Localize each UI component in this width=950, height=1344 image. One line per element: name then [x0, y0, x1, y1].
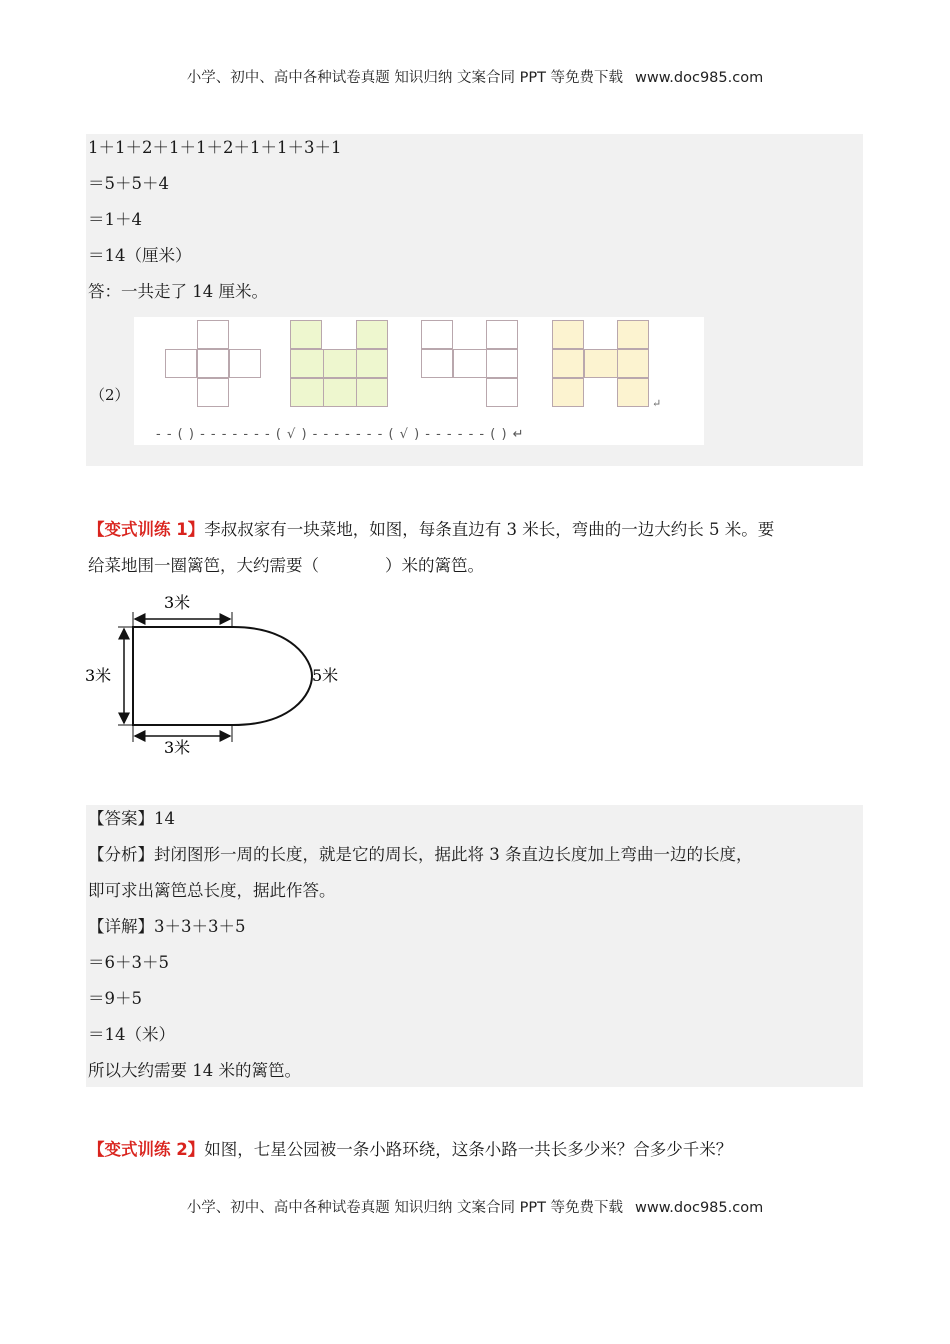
analysis-line: 即可求出篱笆总长度，据此作答。	[88, 881, 336, 900]
left-side-label: 3米	[85, 666, 112, 685]
garden-figure	[82, 590, 352, 760]
net-3-mark: ( √ )	[388, 427, 421, 442]
exercise-2-question	[88, 1140, 732, 1160]
cube-nets-figure	[134, 317, 704, 445]
calc-line: ＝5＋5＋4	[88, 174, 169, 193]
header-text: 小学、初中、高中各种试卷真题 知识归纳 文案合同 PPT 等免费下载	[186, 70, 624, 86]
return-mark-icon: ↵	[652, 397, 662, 410]
exercise-1-tag: 【变式训练 1】	[88, 520, 205, 539]
exercise-1-line1: 李叔叔家有一块菜地，如图，每条直边有 3 米长，弯曲的一边大约长 5 米。要	[204, 520, 775, 539]
detail-line: 【详解】3＋3＋3＋5	[88, 917, 246, 936]
curved-side-label: 5米	[312, 666, 339, 685]
header-site: www.doc985.com	[635, 70, 764, 86]
answer-line: 【答案】14	[88, 809, 175, 828]
footer-text: 小学、初中、高中各种试卷真题 知识归纳 文案合同 PPT 等免费下载	[186, 1200, 624, 1216]
analysis-line: 【分析】封闭图形一周的长度，就是它的周长，据此将 3 条直边长度加上弯曲一边的长度，	[88, 845, 753, 864]
bottom-side-label: 3米	[164, 738, 191, 757]
net-1-mark: ( )	[177, 427, 195, 442]
solution-block-1	[86, 134, 863, 466]
top-side-label: 3米	[164, 593, 191, 612]
net-2-mark: ( √ )	[275, 427, 308, 442]
page-footer	[0, 1196, 950, 1217]
calc-line: ＝14（厘米）	[88, 246, 192, 265]
answer-line: 答：一共走了 14 厘米。	[88, 282, 268, 301]
detail-line: ＝14（米）	[88, 1025, 175, 1044]
detail-line: ＝6＋3＋5	[88, 953, 169, 972]
net-mark-row: - - ( ) - - - - - - - ( √ ) - - - - - - - ( √ ) - - - - - - ( ) ↵	[156, 427, 525, 442]
net-4-mark: ( )	[490, 427, 508, 442]
exercise-2-tag: 【变式训练 2】	[88, 1140, 205, 1159]
page-header	[0, 66, 950, 87]
footer-site: www.doc985.com	[635, 1200, 764, 1216]
answer-block-1	[86, 805, 863, 1087]
part-2-label: （2）	[90, 386, 130, 404]
calc-line: ＝1＋4	[88, 210, 142, 229]
exercise-1-question	[88, 520, 774, 540]
calc-line: 1＋1＋2＋1＋1＋2＋1＋1＋3＋1	[88, 138, 342, 157]
detail-line: ＝9＋5	[88, 989, 142, 1008]
exercise-2-text: 如图，七星公园被一条小路环绕，这条小路一共长多少米？合多少千米？	[204, 1140, 733, 1159]
conclusion-line: 所以大约需要 14 米的篱笆。	[88, 1061, 301, 1080]
exercise-1-line2: 给菜地围一圈篱笆，大约需要（ ）米的篱笆。	[88, 556, 484, 575]
